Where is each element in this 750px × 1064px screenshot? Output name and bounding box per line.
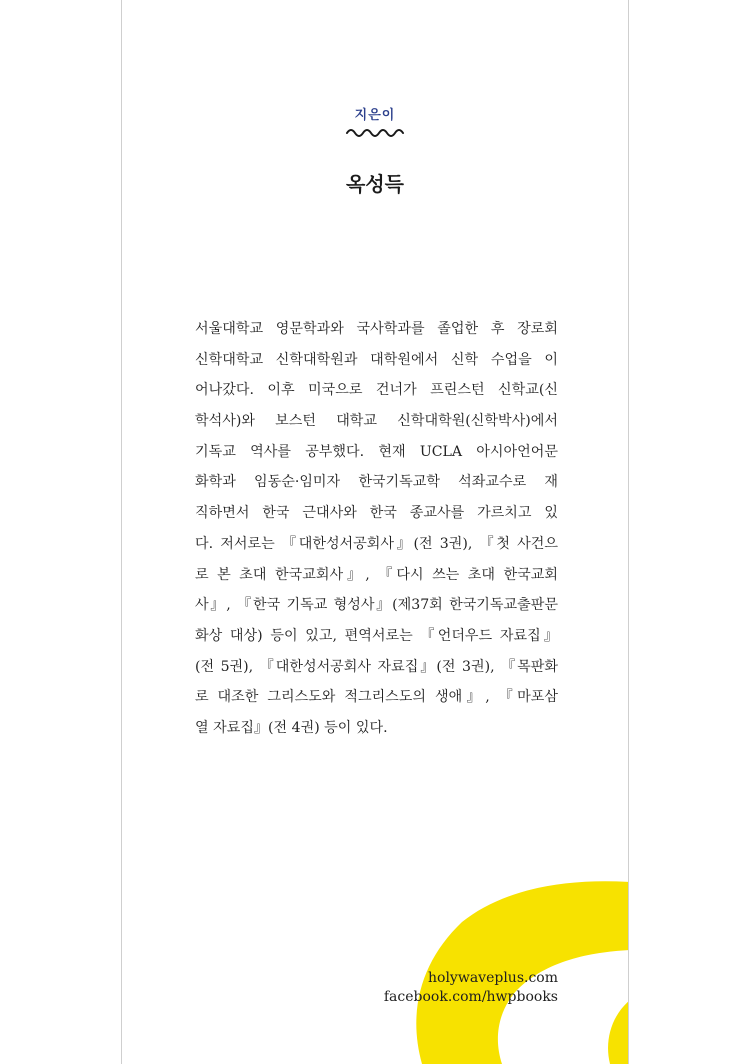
bio-line: 다. 저서로는 『대한성서공회사』(전 3권), 『첫 사건으 <box>195 535 558 552</box>
bio-line: 로 본 초대 한국교회사』, 『다시 쓰는 초대 한국교회 <box>195 566 558 583</box>
bio-line: 신학대학교 신학대학원과 대학원에서 신학 수업을 이 <box>195 351 558 368</box>
bio-line: 어나갔다. 이후 미국으로 건너가 프린스턴 신학교(신 <box>195 382 558 399</box>
bio-line: 화학과 임동순·임미자 한국기독교학 석좌교수로 재 <box>195 474 558 491</box>
bio-line: 로 대조한 그리스도와 적그리스도의 생애』, 『마포삼 <box>195 689 558 706</box>
wave-decoration <box>345 126 405 138</box>
facebook-link[interactable]: facebook.com/hwpbooks <box>383 989 558 1005</box>
bio-line: (전 5권), 『대한성서공회사 자료집』(전 3권), 『목판화 <box>195 658 558 675</box>
bio-line: 화상 대상) 등이 있고, 편역서로는 『언더우드 자료집』 <box>195 627 558 644</box>
bio-line: 열 자료집』(전 4권) 등이 있다. <box>195 719 388 736</box>
book-flap-page <box>121 0 629 1064</box>
author-name: 옥성득 <box>346 172 404 196</box>
author-section-label: 지은이 <box>354 108 396 123</box>
website-link[interactable]: holywaveplus.com <box>428 970 558 986</box>
bio-line: 직하면서 한국 근대사와 한국 종교사를 가르치고 있 <box>195 505 558 522</box>
publisher-links <box>384 969 558 1007</box>
bio-line: 학석사)와 보스턴 대학교 신학대학원(신학박사)에서 <box>195 413 558 430</box>
bio-line: 기독교 역사를 공부했다. 현재 UCLA 아시아언어문 <box>195 443 558 460</box>
bio-line: 서울대학교 영문학과와 국사학과를 졸업한 후 장로회 <box>195 321 558 337</box>
author-biography <box>195 314 558 744</box>
bio-line: 사』, 『한국 기독교 형성사』(제37회 한국기독교출판문 <box>195 597 558 614</box>
